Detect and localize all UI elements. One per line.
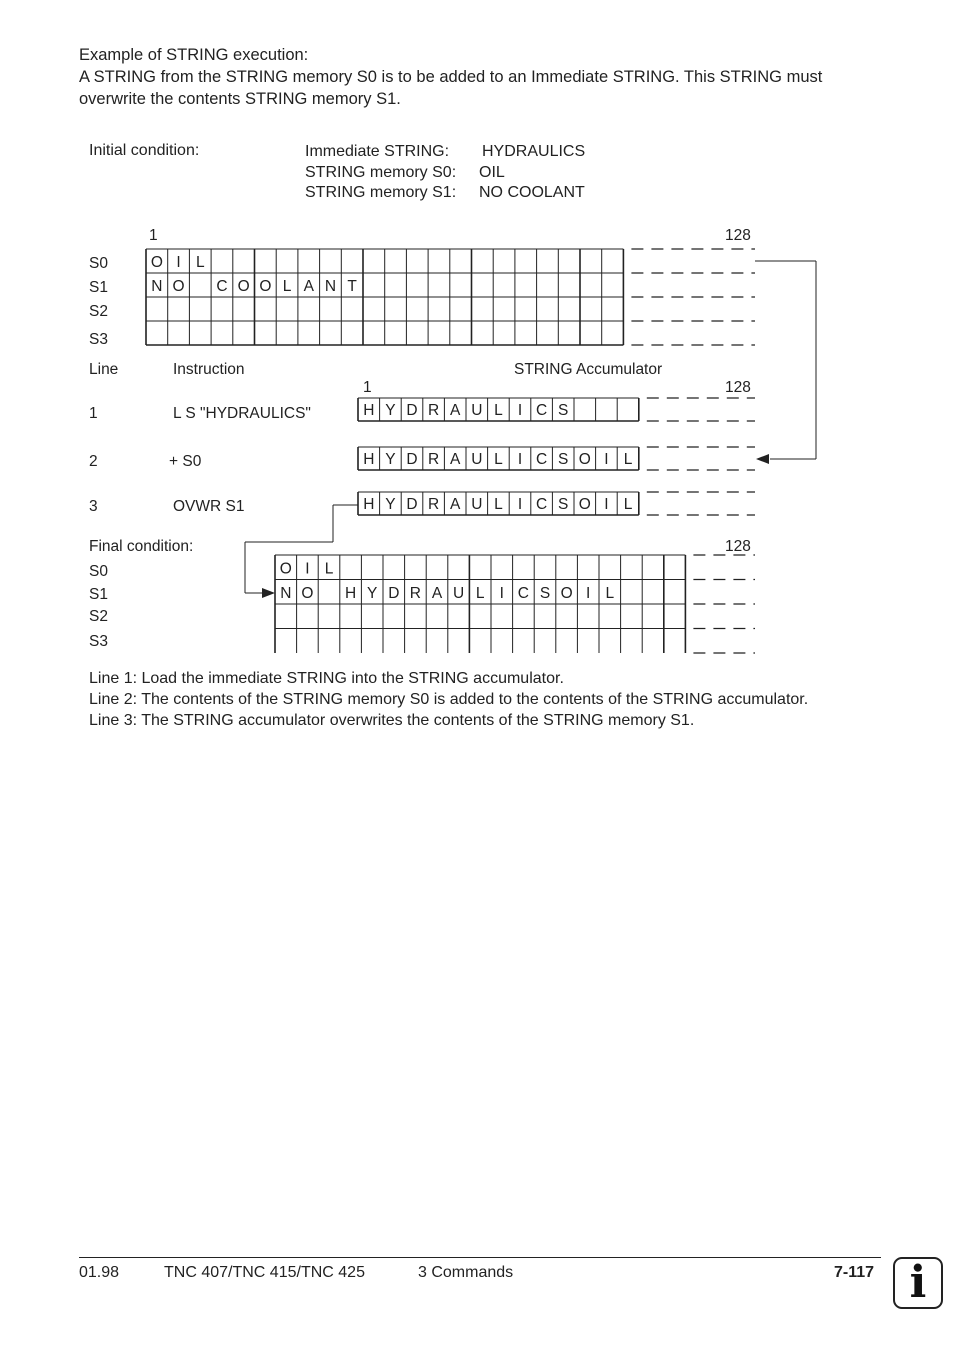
final-grid-cell-char: L	[324, 560, 334, 578]
accumulator-grid-cell-char: I	[517, 496, 523, 513]
note-line-1: Line 1: Load the immediate STRING into the STRING accumulator.	[89, 670, 564, 687]
column-header-instruction: Instruction	[173, 361, 245, 378]
memory-grid-cell-char: C	[216, 278, 228, 295]
final-grid-cell-char: I	[586, 585, 591, 602]
accumulator-grid-cell-char: L	[494, 402, 503, 419]
footer-page-number: 7-117	[834, 1264, 875, 1281]
accumulator-grid-cell-char: L	[623, 496, 633, 513]
note-line-2: Line 2: The contents of the STRING memory S0 is added to the contents of the STRING accumulator.	[89, 691, 809, 708]
program-instruction: L S "HYDRAULICS"	[173, 405, 311, 422]
final-grid-cell-char: L	[605, 585, 615, 602]
footer-chapter: 3 Commands	[418, 1264, 514, 1281]
column-header-accumulator: STRING Accumulator	[514, 361, 663, 378]
final-grid-cell-char: I	[499, 585, 504, 602]
accumulator-grid-cell-char: A	[450, 402, 461, 419]
initial-value: OIL	[479, 164, 505, 181]
accumulator-grid-cell-char: H	[363, 402, 375, 419]
memory-grid-cell-char: A	[303, 278, 314, 295]
final-index-end: 128	[725, 538, 751, 555]
note-line-3: Line 3: The STRING accumulator overwrites the contents of the STRING memory S1.	[89, 712, 695, 729]
accumulator-grid-cell-char: I	[604, 496, 609, 513]
accumulator-grid-cell-char: U	[471, 402, 483, 419]
footer-model: TNC 407/TNC 415/TNC 425	[164, 1264, 365, 1281]
arrow-s0-to-accumulator-head	[756, 454, 769, 464]
memory-row-label: S0	[89, 255, 108, 272]
memory-grid-cell-char: T	[347, 278, 357, 295]
accumulator-index-start: 1	[363, 379, 372, 396]
initial-value: HYDRAULICS	[482, 143, 586, 160]
footer-rule	[79, 1257, 881, 1258]
final-grid-cell-char: C	[517, 585, 530, 602]
memory-grid-cell-char: O	[237, 278, 250, 295]
final-condition-label: Final condition:	[89, 538, 194, 555]
accumulator-grid-cell-char: S	[558, 496, 569, 513]
accumulator-grid-cell-char: C	[535, 451, 548, 468]
accumulator-index-end: 128	[725, 379, 751, 396]
final-grid-cell-char: O	[279, 560, 292, 578]
memory-row-label: S2	[89, 303, 108, 320]
intro-heading: Example of STRING execution:	[79, 46, 309, 64]
memory-grid-cell-char: O	[150, 254, 163, 271]
final-grid-cell-char: L	[475, 585, 485, 602]
footer-date: 01.98	[79, 1264, 120, 1281]
accumulator-grid-cell-char: U	[471, 451, 483, 468]
memory-row-label: S3	[89, 331, 108, 348]
info-icon	[893, 1257, 943, 1309]
memory-row-label: S1	[89, 279, 108, 296]
accumulator-grid-cell-char: A	[450, 451, 461, 468]
arrow-accumulator-to-s1-head	[262, 588, 275, 598]
program-instruction: OVWR S1	[173, 498, 245, 515]
accumulator-grid-cell-char: I	[517, 402, 523, 419]
accumulator-grid-cell-char: R	[427, 402, 440, 419]
final-grid-cell-char: H	[344, 585, 357, 602]
accumulator-grid-cell-char: S	[558, 402, 569, 419]
memory-grid-cell-char: O	[259, 278, 272, 295]
final-grid-cell-char: S	[539, 585, 551, 602]
accumulator-grid-cell-char: U	[471, 496, 483, 513]
memory-grid-cell-char: N	[324, 278, 337, 295]
final-row-label: S2	[89, 608, 108, 625]
program-line-number: 1	[89, 405, 98, 422]
accumulator-grid-cell-char: Y	[385, 496, 396, 513]
initial-condition-label: Initial condition:	[89, 142, 200, 159]
memory-grid-cell-char: N	[151, 278, 163, 295]
memory-grid-cell-char: I	[176, 254, 181, 271]
final-grid-cell-char: I	[305, 560, 310, 578]
final-grid-cell-char: U	[452, 585, 465, 602]
program-instruction: + S0	[169, 453, 202, 470]
program-line-number: 3	[89, 498, 98, 515]
accumulator-grid-cell-char: H	[363, 451, 375, 468]
intro-line-2: overwrite the contents STRING memory S1.	[79, 90, 401, 108]
accumulator-grid-cell-char: C	[535, 402, 548, 419]
accumulator-grid-cell-char: R	[427, 496, 440, 513]
memory-index-start: 1	[149, 227, 158, 244]
accumulator-grid-cell-char: L	[623, 451, 633, 468]
accumulator-grid-cell-char: D	[406, 451, 418, 468]
final-grid-cell-char: R	[409, 585, 422, 602]
memory-grid-cell-char: O	[172, 278, 185, 295]
accumulator-grid-cell-char: D	[406, 496, 418, 513]
memory-index-end: 128	[725, 227, 751, 244]
final-grid-cell-char: D	[388, 585, 400, 602]
accumulator-grid-cell-char: C	[535, 496, 548, 513]
info-icon-letter: i	[909, 1257, 927, 1308]
accumulator-grid-cell-char: L	[494, 496, 503, 513]
final-grid-cell-char: O	[560, 585, 573, 602]
accumulator-grid-cell-char: D	[406, 402, 418, 419]
accumulator-grid-cell-char: Y	[385, 451, 396, 468]
final-grid-cell-char: A	[431, 585, 443, 602]
initial-key: STRING memory S1:	[305, 184, 457, 201]
accumulator-grid-cell-char: Y	[385, 402, 396, 419]
accumulator-grid-cell-char: S	[558, 451, 569, 468]
program-line-number: 2	[89, 453, 98, 470]
accumulator-grid-cell-char: I	[517, 451, 523, 468]
final-grid-cell-char: Y	[367, 585, 378, 602]
accumulator-grid-cell-char: O	[578, 451, 591, 468]
accumulator-grid-cell-char: L	[494, 451, 503, 468]
accumulator-grid-cell-char: H	[363, 496, 375, 513]
initial-value: NO COOLANT	[479, 184, 585, 201]
final-row-label: S0	[89, 563, 108, 580]
memory-grid-cell-char: L	[195, 254, 205, 271]
accumulator-grid-cell-char: A	[450, 496, 461, 513]
accumulator-grid-cell-char: O	[578, 496, 591, 513]
final-grid-cell-char: O	[301, 585, 314, 602]
column-header-line: Line	[89, 361, 119, 378]
final-grid-cell-char: N	[280, 585, 292, 602]
initial-key: STRING memory S0:	[305, 164, 457, 181]
initial-key: Immediate STRING:	[305, 143, 450, 160]
accumulator-grid-cell-char: R	[427, 451, 440, 468]
accumulator-grid-cell-char: I	[604, 451, 609, 468]
final-row-label: S3	[89, 633, 108, 650]
final-row-label: S1	[89, 586, 108, 603]
memory-grid-cell-char: L	[282, 278, 292, 295]
intro-line-1: A STRING from the STRING memory S0 is to be added to an Immediate STRING. This STRING must	[79, 68, 823, 86]
